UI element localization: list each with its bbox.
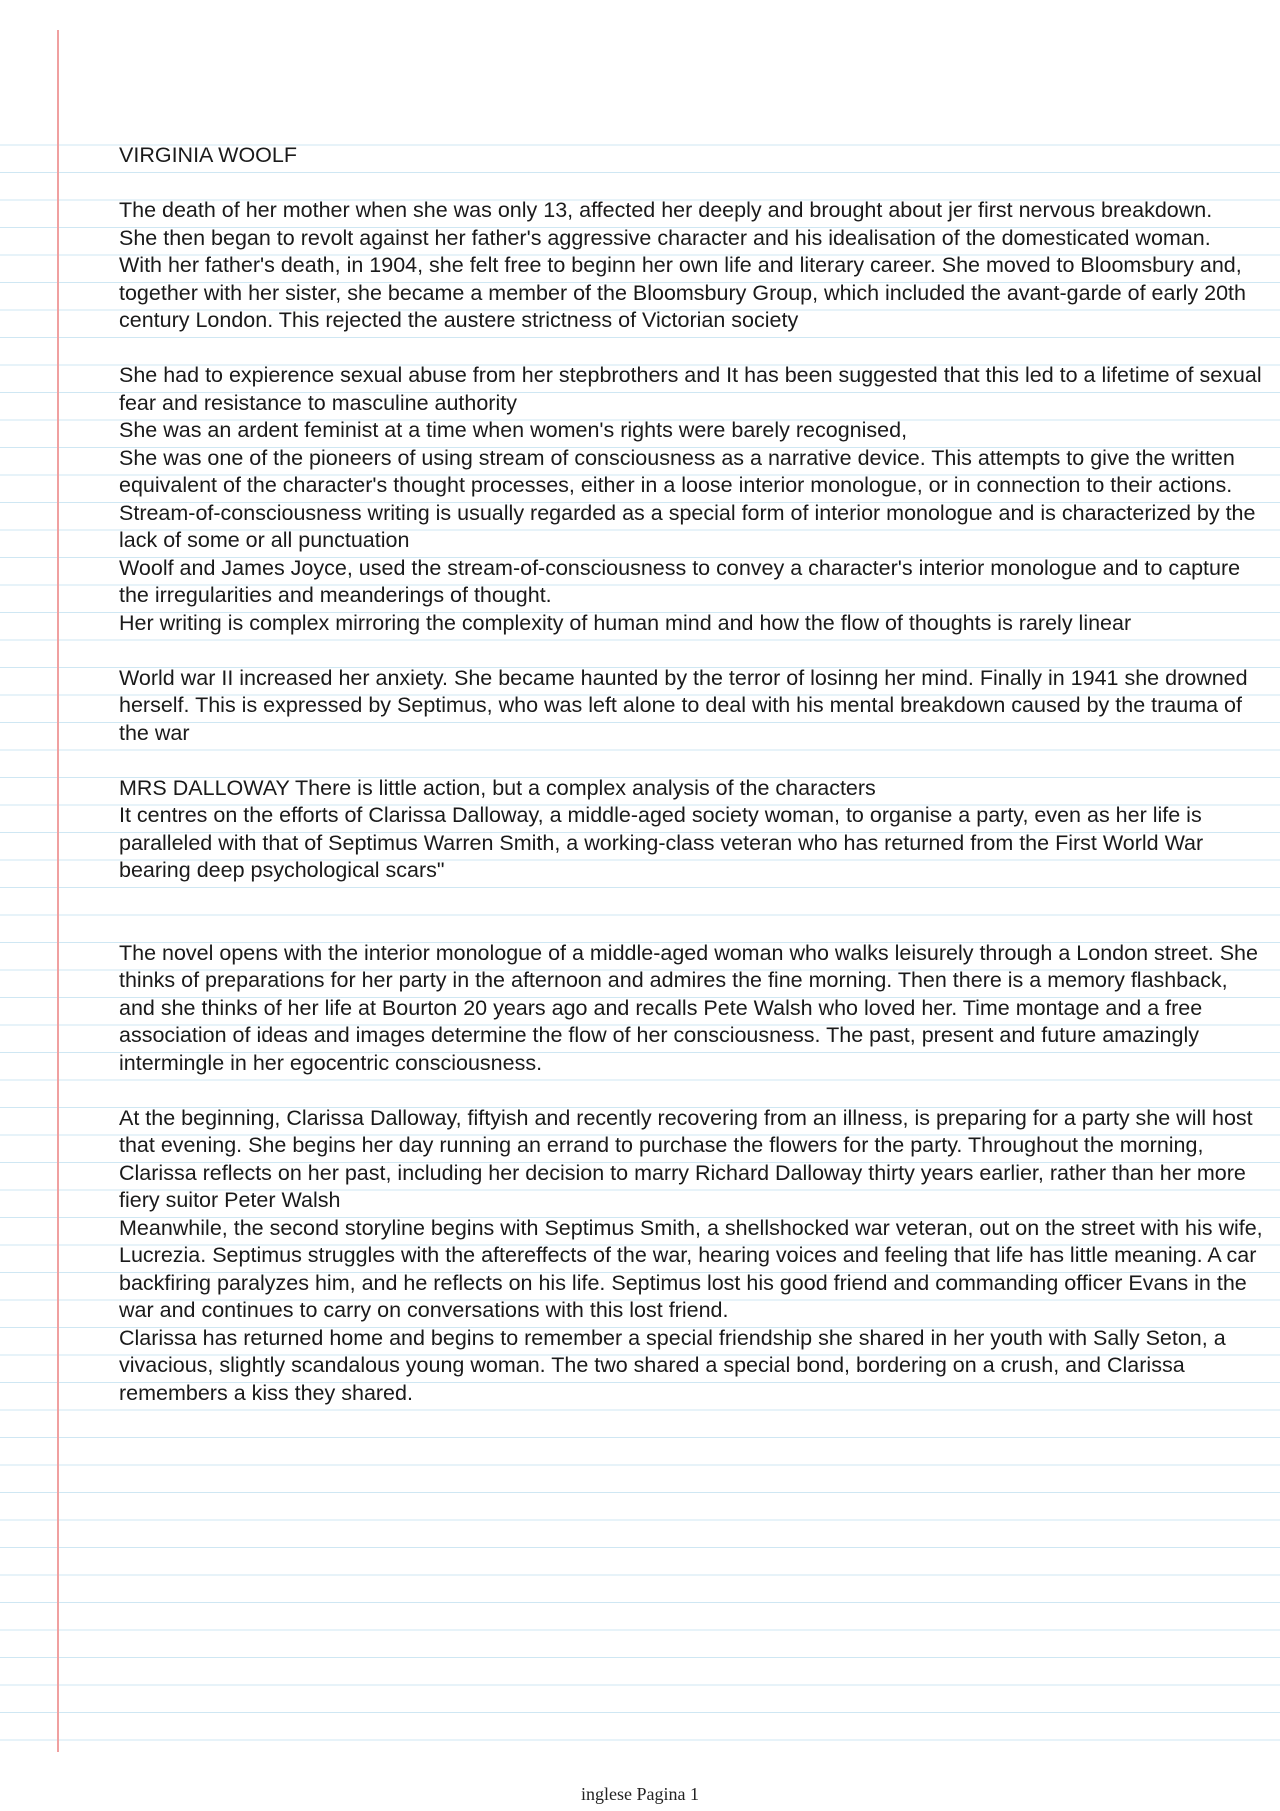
paragraph: Her writing is complex mirroring the complexity of human mind and how the flow of thoughts is rarely linear: [119, 610, 1132, 635]
paragraph: Clarissa has returned home and begins to remember a special friendship she shared in her youth with Sally Seton, a vivacious, slightly scandalous young woman. The two shared a special bond, bordering on a crush, and Clarissa remembers a kiss they shared.: [119, 1325, 1226, 1405]
red-margin-line: [57, 30, 59, 1752]
paragraph: At the beginning, Clarissa Dalloway, fiftyish and recently recovering from an illness, is preparing for a party she will host that evening. She begins her day running an errand to purchase the flowers for the party. Throughout the morning, Clarissa reflects on her past, including her decision to marry Richard Dalloway thirty years earlier, rather than her more fiery suitor Peter Walsh: [119, 1105, 1253, 1212]
spacer: [119, 637, 1269, 665]
paragraph: She then began to revolt against her father's aggressive character and his idealisation of the domesticated woman.: [119, 225, 1211, 250]
paragraph: World war II increased her anxiety. She became haunted by the terror of losinng her mind. Finally in 1941 she drowned herself. This is expressed by Septimus, who was left alone to deal with his mental breakdown caused by the trauma of the war: [119, 665, 1248, 745]
document-title: VIRGINIA WOOLF: [119, 143, 297, 167]
paragraph: The death of her mother when she was only 13, affected her deeply and brought about jer first nervous breakdown.: [119, 198, 1213, 222]
page-footer: inglese Pagina 1: [581, 1784, 699, 1804]
top-margin: [0, 0, 1280, 118]
spacer: [119, 885, 1269, 940]
spacer: [119, 335, 1269, 363]
document-body: [119, 142, 1269, 1407]
paragraph: She was an ardent feminist at a time when women's rights were barely recognised,: [119, 418, 908, 442]
paragraph: It centres on the efforts of Clarissa Dalloway, a middle-aged society woman, to organise a party, even as her life is paralleled with that of Septimus Warren Smith, a working-class veteran who has returned from the First World War bearing deep psychological scars": [119, 803, 1204, 882]
paragraph: She had to expierence sexual abuse from her stepbrothers and It has been suggested that this led to a lifetime of sexual fear and resistance to masculine authority: [119, 363, 1262, 415]
spacer: [119, 747, 1269, 775]
paragraph: She was one of the pioneers of using stream of consciousness as a narrative device. This attempts to give the written equivalent of the character's thought processes, either in a loose interior monologue, or in connection to their actions. Stream-of-consciousness writing is usually regarded as a special form of interior monologue and is characterized by the lack of some or all punctuation: [119, 445, 1256, 552]
spacer: [119, 170, 1269, 198]
spacer: [119, 1077, 1269, 1105]
paragraph: Woolf and James Joyce, used the stream-of-consciousness to convey a character's interior monologue and to capture the irregularities and meanderings of thought.: [119, 555, 1241, 607]
paragraph: With her father's death, in 1904, she felt free to beginn her own life and literary career. She moved to Bloomsbury and, together with her sister, she became a member of the Bloomsbury Group, which included the avant-garde of early 20th century London. This rejected the austere strictness of Victorian society: [119, 253, 1246, 332]
paragraph: The novel opens with the interior monologue of a middle-aged woman who walks leisurely through a London street. She thinks of preparations for her party in the afternoon and admires the fine morning. Then there is a memory flashback, and she thinks of her life at Bourton 20 years ago and recalls Pete Walsh who loved her. Time montage and a free association of ideas and images determine the flow of her consciousness. The past, present and future amazingly intermingle in her egocentric consciousness.: [119, 940, 1258, 1075]
paragraph: MRS DALLOWAY There is little action, but a complex analysis of the characters: [119, 775, 876, 800]
paragraph: Meanwhile, the second storyline begins with Septimus Smith, a shellshocked war veteran, out on the street with his wife, Lucrezia. Septimus struggles with the aftereffects of the war, hearing voices and feeling that life has little meaning. A car backfiring paralyzes him, and he reflects on his life. Septimus lost his good friend and commanding officer Evans in the war and continues to carry on conversations with this lost friend.: [119, 1215, 1263, 1322]
